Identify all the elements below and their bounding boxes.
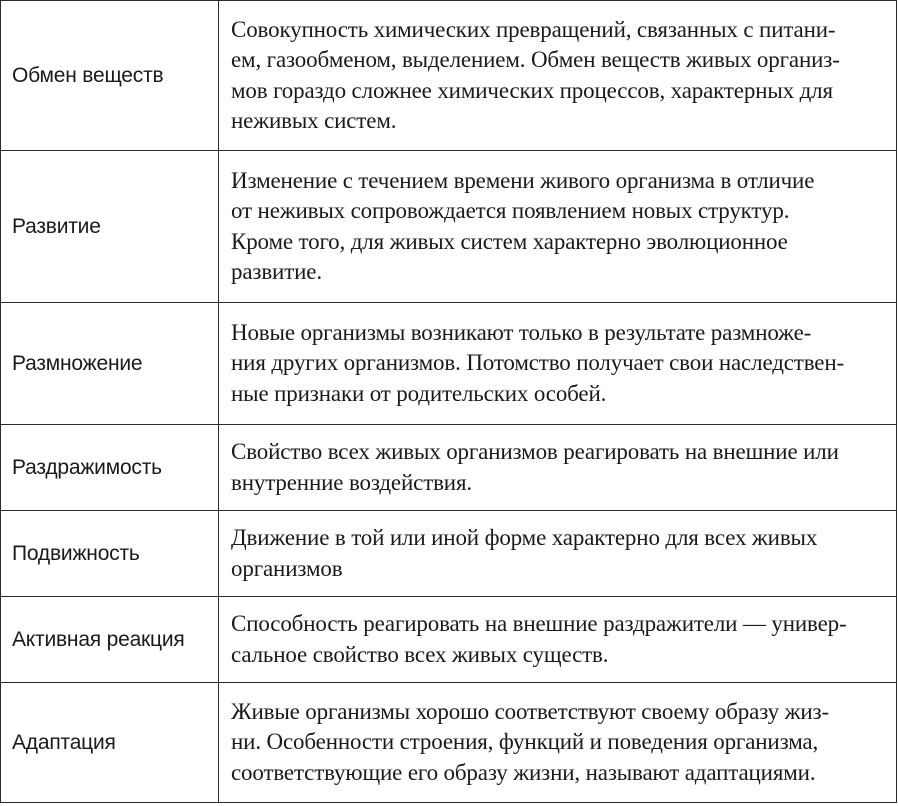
definition-text: Способность реагировать на внешние раздражители — универ- сальное свойство всех живых существ.	[231, 611, 847, 667]
term-cell	[1, 683, 219, 803]
definition-cell	[219, 511, 897, 597]
definition-text: Живые организмы хорошо соответствуют своему образу жиз- ни. Особенности строения, функций и поведения организма, соответствующие его образу жизни, называют адаптациями.	[231, 698, 829, 785]
definition-text: Изменение с течением времени живого организма в отличие от неживых сопровождается появлением новых структур. Кроме того, для живых систем характерно эволюционное развитие.	[231, 167, 815, 284]
definition-cell	[219, 151, 897, 303]
definition-text: Новые организмы возникают только в результате размноже- ния других организмов. Потомство получает свои наследствен- ные признаки от родительских особей.	[231, 319, 845, 406]
term-text: Обмен веществ	[12, 63, 164, 87]
term-cell	[1, 1, 219, 151]
term-text: Адаптация	[12, 730, 116, 754]
definition-cell	[219, 597, 897, 683]
table-row	[1, 425, 897, 511]
table-row	[1, 511, 897, 597]
term-text: Раздражимость	[12, 455, 162, 479]
definition-text: Свойство всех живых организмов реагировать на внешние или внутренние воздействия.	[231, 439, 839, 495]
term-cell	[1, 151, 219, 303]
table-row	[1, 683, 897, 803]
definition-cell	[219, 683, 897, 803]
term-cell	[1, 425, 219, 511]
definition-cell	[219, 1, 897, 151]
table-row	[1, 303, 897, 425]
term-cell	[1, 597, 219, 683]
term-text: Размножение	[12, 351, 143, 375]
table-row	[1, 151, 897, 303]
term-cell	[1, 303, 219, 425]
definition-cell	[219, 425, 897, 511]
term-text: Развитие	[12, 214, 101, 238]
table-row	[1, 597, 897, 683]
table-row	[1, 1, 897, 151]
definition-text: Движение в той или иной форме характерно для всех живых организмов	[231, 525, 818, 581]
definition-text: Совокупность химических превращений, связанных с питани- ем, газообменом, выделением. Обмен веществ живых организ- мов гораздо сложнее химических процессов, характерных для неживых систем.	[231, 16, 840, 133]
definition-cell	[219, 303, 897, 425]
term-cell	[1, 511, 219, 597]
term-text: Подвижность	[12, 541, 140, 565]
term-text: Активная реакция	[12, 627, 185, 651]
